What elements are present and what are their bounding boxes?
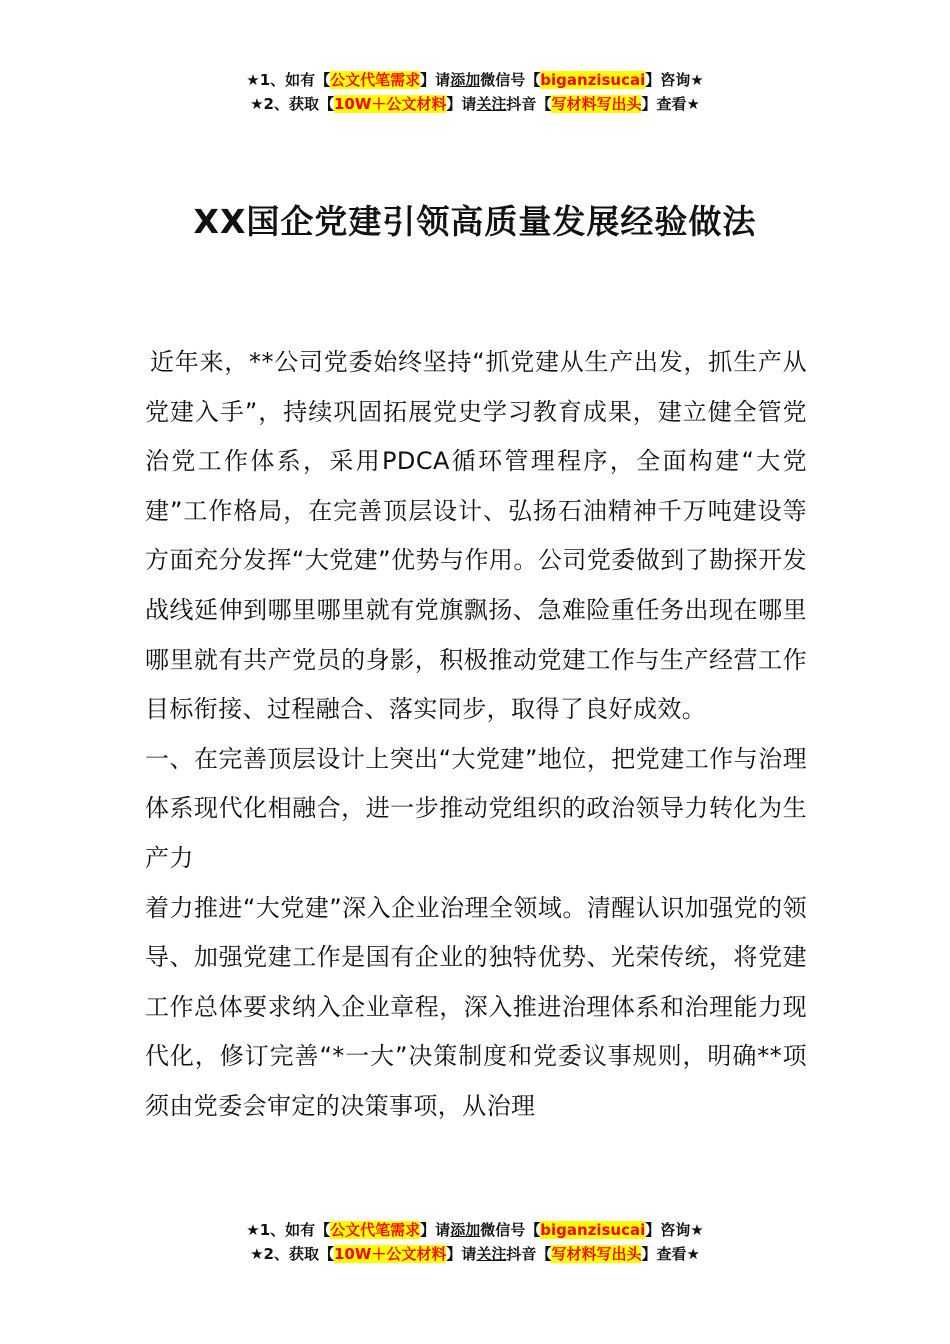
footer-banner — [0, 1218, 950, 1266]
banner-text: ★2、获取【 — [250, 1245, 334, 1263]
banner-text: ★1、如有【 — [246, 1221, 331, 1239]
banner-text: 】请 — [446, 95, 477, 113]
banner-emphasis: 添加 — [450, 71, 481, 89]
banner-highlight: 公文代笔需求 — [330, 1221, 421, 1239]
banner-text: 微信号【 — [480, 71, 541, 89]
banner-line-1 — [0, 1218, 950, 1242]
banner-emphasis: 关注 — [476, 1245, 507, 1263]
paragraph-intro: 近年来，**公司党委始终坚持“抓党建从生产出发，抓生产从党建入手”，持续巩固拓展党史学习教育成果，建立健全管党治党工作体系，采用PDCA循环管理程序，全面构建“大党建”工作格局，在完善顶层设计、弘扬石油精神千万吨建设等方面充分发挥“大党建”优势与作用。公司党委做到了勘探开发战线延伸到哪里哪里就有党旗飘扬、急难险重任务出现在哪里哪里就有共产党员的身影，积极推动党建工作与生产经营工作目标衔接、过程融合、落实同步，取得了良好成效。 — [145, 348, 807, 724]
banner-line-2 — [0, 92, 950, 116]
banner-highlight: 写材料写出头 — [551, 95, 642, 113]
banner-line-1 — [0, 68, 950, 92]
banner-highlight: 10W＋公文材料 — [333, 95, 447, 113]
banner-highlight: 10W＋公文材料 — [333, 1245, 447, 1263]
banner-text: 】请 — [420, 71, 451, 89]
banner-text: ★2、获取【 — [250, 95, 334, 113]
banner-text: 抖音【 — [506, 95, 552, 113]
document-title: XX国企党建引领高质量发展经验做法 — [193, 202, 757, 241]
banner-line-2 — [0, 1242, 950, 1266]
banner-text: 抖音【 — [506, 1245, 552, 1263]
banner-text: 微信号【 — [480, 1221, 541, 1239]
banner-highlight: biganzisucai — [540, 71, 646, 89]
paragraph-body: 着力推进“大党建”深入企业治理全领域。清醒认识加强党的领导、加强党建工作是国有企业的独特优势、光荣传统，将党建工作总体要求纳入企业章程，深入推进治理体系和治理能力现代化，修订完善“*一大”决策制度和党委议事规则，明确**项须由党委会审定的决策事项，从治理 — [145, 893, 807, 1120]
banner-highlight: 写材料写出头 — [551, 1245, 642, 1263]
banner-emphasis: 添加 — [450, 1221, 481, 1239]
banner-emphasis: 关注 — [476, 95, 507, 113]
document-body — [145, 338, 807, 1132]
banner-text: 】请 — [420, 1221, 451, 1239]
banner-text: 】查看★ — [641, 95, 700, 113]
banner-text: ★1、如有【 — [246, 71, 331, 89]
banner-highlight: 公文代笔需求 — [330, 71, 421, 89]
banner-text: 】咨询★ — [645, 1221, 704, 1239]
banner-text: 】咨询★ — [645, 71, 704, 89]
banner-text: 】查看★ — [641, 1245, 700, 1263]
banner-highlight: biganzisucai — [540, 1221, 646, 1239]
banner-text: 】请 — [446, 1245, 477, 1263]
header-banner — [0, 68, 950, 116]
section-heading: 一、在完善顶层设计上突出“大党建”地位，把党建工作与治理体系现代化相融合，进一步推动党组织的政治领导力转化为生产力 — [145, 744, 807, 872]
